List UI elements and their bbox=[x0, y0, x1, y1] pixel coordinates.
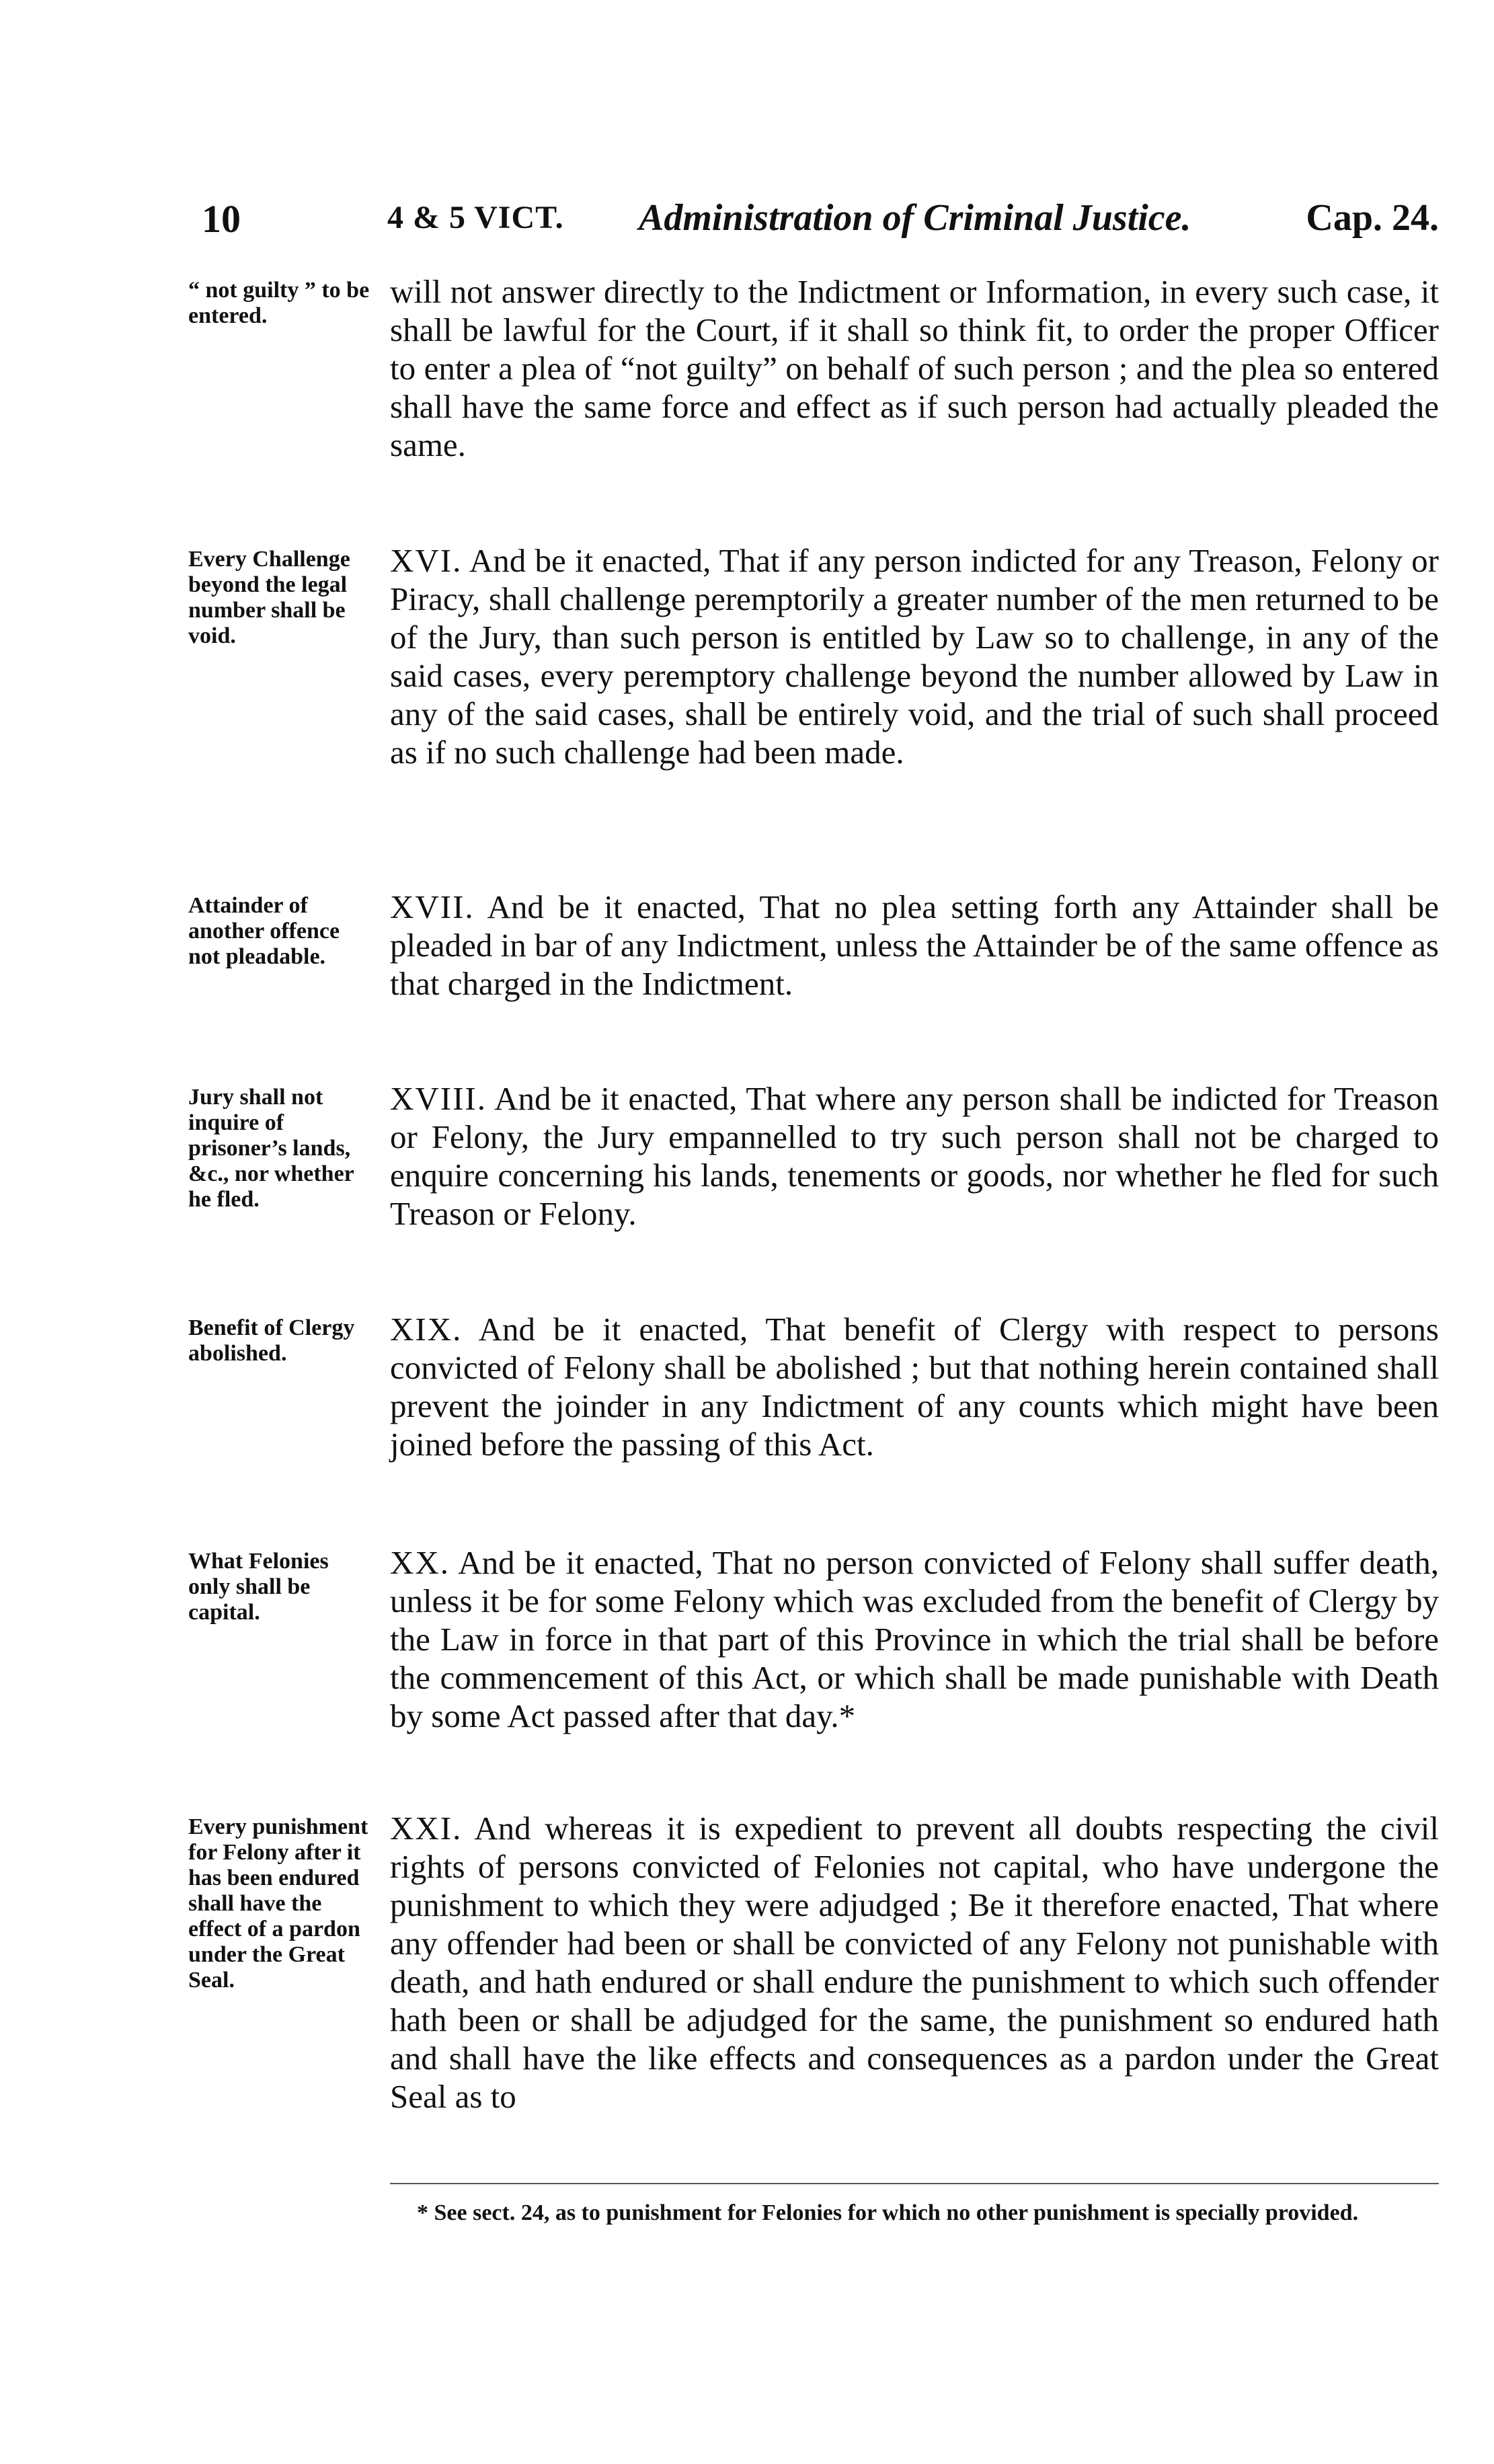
section-text bbox=[390, 888, 1439, 1003]
margin-note: Every punishment for Felony after it has been endured shall have the effect of a pardon under the Great Seal. bbox=[188, 1814, 368, 1993]
section-text bbox=[390, 1079, 1439, 1233]
footnote-text: * See sect. 24, as to punishment for Felonies for which no other punishment is specially provided. bbox=[417, 2200, 1359, 2225]
section-text bbox=[390, 1543, 1439, 1735]
act-reference: 4 & 5 VICT. bbox=[387, 200, 564, 235]
section-text bbox=[390, 1809, 1439, 2116]
margin-note: What Felonies only shall be capital. bbox=[188, 1549, 329, 1625]
section-number: XXI. bbox=[390, 1810, 463, 1847]
section-number: XIX. bbox=[390, 1311, 463, 1348]
margin-note: Benefit of Clergy abolished. bbox=[188, 1315, 355, 1366]
section-number: XVI. bbox=[390, 542, 463, 579]
section-body: will not answer directly to the Indictment or Information, in every such case, it shall be lawful for the Court, if it shall so think fit, to order the proper Officer to enter a plea of “not guilty” on behalf of such person ; and the plea so entered shall have the same force and effect as if such person had actually pleaded the same. bbox=[390, 273, 1439, 463]
section-body: And whereas it is expedient to prevent all doubts respecting the civil rights of persons convicted of Felonies not capital, who have undergone the punishment to which they were adjudged ; Be it therefore enacted, That where any offender had been or shall be convicted of any Felony not punishable with death, and hath endured or shall endure the punishment to which such offender hath been or shall be adjudged for the same, the punishment so endured hath and shall have the like effects and consequences as a pardon under the Great Seal as to bbox=[390, 1810, 1439, 2115]
page-header bbox=[202, 196, 1439, 250]
section-body: And be it enacted, That no plea setting forth any Attainder shall be pleaded in bar of any Indictment, unless the Attainder be of the same offence as that charged in the Indictment. bbox=[390, 888, 1440, 1002]
running-title: Administration of Criminal Justice. bbox=[639, 197, 1191, 239]
footnote bbox=[390, 2199, 1439, 2227]
section-body: And be it enacted, That where any person shall be indicted for Treason or Felony, the Jury empannelled to try such person shall not be charged to enquire concerning his lands, tenements or goods, nor whether he fled for such Treason or Felony. bbox=[390, 1080, 1440, 1232]
section-body: And be it enacted, That benefit of Clergy with respect to persons convicted of Felony shall be abolished ; but that nothing herein contained shall prevent the joinder in any Indictment of any counts which might have been joined before the passing of this Act. bbox=[390, 1311, 1439, 1463]
section-body: And be it enacted, That if any person indicted for any Treason, Felony or Piracy, shall challenge peremptorily a greater number of the men returned to be of the Jury, than such person is entitled by Law so to challenge, in any of the said cases, every peremptory challenge beyond the number allowed by Law in any of the said cases, shall be entirely void, and the trial of such shall proceed as if no such challenge had been made. bbox=[390, 542, 1440, 771]
section-text bbox=[390, 272, 1439, 464]
margin-note: Jury shall not inquire of prisoner’s lands, &c., nor whether he fled. bbox=[188, 1085, 354, 1212]
footnote-divider bbox=[390, 2183, 1439, 2184]
page-number: 10 bbox=[202, 197, 241, 241]
section-number: XVIII. bbox=[390, 1080, 487, 1117]
margin-note: Attainder of another offence not pleadable. bbox=[188, 893, 340, 969]
margin-note: “ not guilty ” to be entered. bbox=[188, 278, 370, 328]
section-body: And be it enacted, That no person convicted of Felony shall suffer death, unless it be for some Felony which was excluded from the benefit of Clergy by the Law in force in that part of this Province in which the trial shall be before the commencement of this Act, or which shall be made punishable with Death by some Act passed after that day.* bbox=[390, 1544, 1439, 1734]
section-number: XVII. bbox=[390, 888, 475, 925]
margin-note: Every Challenge beyond the legal number shall be void. bbox=[188, 547, 350, 648]
section-text bbox=[390, 541, 1439, 771]
section-text bbox=[390, 1310, 1439, 1463]
section-number: XX. bbox=[390, 1544, 450, 1581]
chapter-label: Cap. 24. bbox=[1306, 197, 1439, 239]
